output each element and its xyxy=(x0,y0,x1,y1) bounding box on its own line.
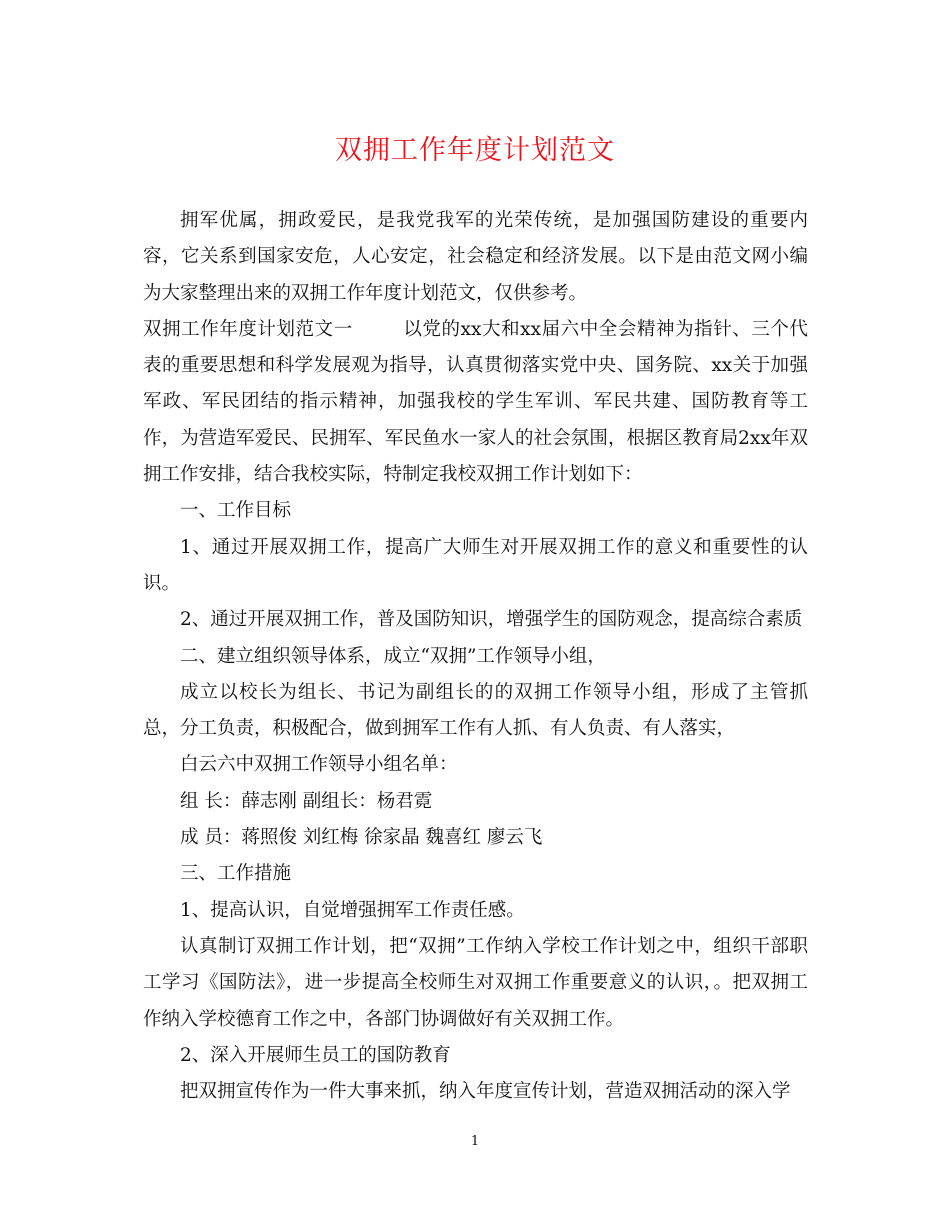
member-list-heading: 白云六中双拥工作领导小组名单： xyxy=(180,754,458,776)
measure-paragraph-1: 认真制订双拥工作计划，把“双拥”工作纳入学校工作计划之中，组织干部职工学习《国防法》，进一步提高全校师生对双拥工作重要意义的认识，。把双拥工作纳入学校德育工作之中，各部门协调做好有关双拥工作。 xyxy=(143,935,808,1030)
goal-item-2: 2、通过开展双拥工作，普及国防知识，增强学生的国防观念，提高综合素质 xyxy=(180,609,803,631)
document-body xyxy=(143,203,808,1110)
section-heading-organization: 二、建立组织领导体系，成立“双拥”工作领导小组， xyxy=(180,645,606,667)
section-heading-goals: 一、工作目标 xyxy=(180,500,292,522)
organization-paragraph: 成立以校长为组长、书记为副组长的的双拥工作领导小组，形成了主管抓总，分工负责，积极配合，做到拥军工作有人抓、有人负责、有人落实， xyxy=(143,681,808,740)
sample-heading: 双拥工作年度计划范文一 xyxy=(143,318,353,340)
measure-item-2: 2、深入开展师生员工的国防教育 xyxy=(180,1044,451,1066)
sample-text: 以党的xx大和xx届六中全会精神为指针、三个代表的重要思想和科学发展观为指导，认真贯彻落实党中央、国务院、xx关于加强军政、军民团结的指示精神，加强我校的学生军训、军民共建、国防教育等工作，为营造军爱民、民拥军、军民鱼水一家人的社会氛围，根据区教育局2xx年双拥工作安排，结合我校实际，特制定我校双拥工作计划如下： xyxy=(143,318,808,486)
members-line: 成 员：蒋照俊 刘红梅 徐家晶 魏喜红 廖云飞 xyxy=(180,827,543,849)
document-title: 双拥工作年度计划范文 xyxy=(335,135,615,166)
intro-paragraph: 拥军优属，拥政爱民，是我党我军的光荣传统，是加强国防建设的重要内容，它关系到国家安危，人心安定，社会稳定和经济发展。以下是由范文网小编为大家整理出来的双拥工作年度计划范文，仅供参考。 xyxy=(143,210,808,304)
measure-paragraph-2: 把双拥宣传作为一件大事来抓，纳入年度宣传计划，营造双拥活动的深入学 xyxy=(180,1081,791,1103)
section-heading-measures: 三、工作措施 xyxy=(180,863,292,885)
goal-item-1: 1、通过开展双拥工作，提高广大师生对开展双拥工作的意义和重要性的认识。 xyxy=(143,536,808,594)
leaders-line: 组 长：薛志刚 副组长：杨君霓 xyxy=(180,790,433,812)
measure-item-1: 1、提高认识，自觉增强拥军工作责任感。 xyxy=(180,899,525,921)
sample-paragraph xyxy=(143,312,808,493)
page-number: 1 xyxy=(470,1134,480,1149)
